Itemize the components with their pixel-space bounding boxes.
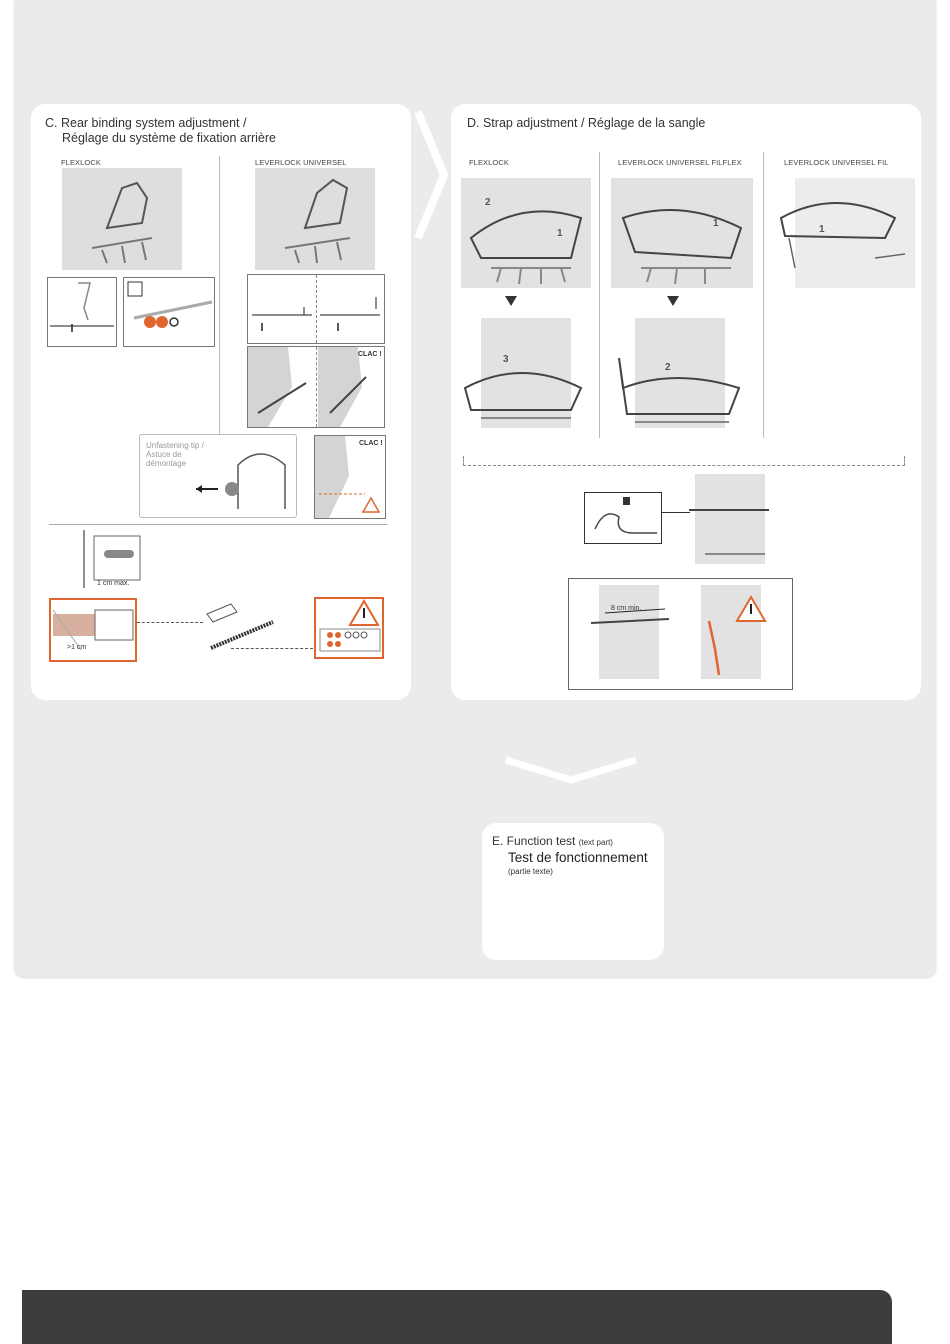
column-divider: [599, 152, 600, 438]
column-divider: [763, 152, 764, 438]
filflex-strap-illustration: [611, 178, 753, 288]
step-number: 1: [819, 224, 825, 235]
section-e-title-en-text: E. Function test: [492, 834, 576, 848]
step-number: 1: [713, 218, 719, 229]
bar-length-illustration: [51, 600, 135, 660]
footer-bar: [22, 1290, 892, 1344]
section-c-title-fr: Réglage du système de fixation arrière: [62, 131, 277, 145]
section-e-title-en: [492, 834, 613, 848]
section-d-label-fil: LEVERLOCK UNIVERSEL FIL: [784, 158, 889, 167]
section-d-card: [451, 104, 921, 700]
tip-line-2: Astuce de: [146, 450, 182, 459]
flexlock-detail-1: [47, 277, 117, 347]
bar-holes-warning: [314, 597, 384, 659]
leverlock-detail-2: [247, 346, 385, 428]
step-number: 1: [557, 228, 563, 239]
filflex-strap-tightened-illustration: [615, 318, 749, 428]
triangle-down-icon: [505, 296, 517, 306]
chevron-down-icon: [502, 756, 640, 786]
section-divider: [49, 524, 387, 525]
section-d-label-filflex: LEVERLOCK UNIVERSEL FILFLEX: [618, 158, 742, 167]
leverlock-detail-1: [247, 274, 385, 344]
section-e-title-fr: Test de fonctionnement: [508, 850, 648, 865]
section-c-title-en: C. Rear binding system adjustment /: [45, 116, 247, 130]
clac-label: CLAC !: [359, 440, 383, 447]
front-bar-illustration: [76, 528, 141, 588]
lock-detail-box: [584, 492, 662, 544]
crampon-binding-illustration: [255, 168, 375, 270]
tip-line-3: démontage: [146, 459, 187, 468]
chevron-right-icon: [414, 110, 448, 240]
dashed-arrow: [231, 648, 313, 649]
section-e-title-fr-note: (partie texte): [508, 867, 553, 876]
buckle-on-boot-illustration: [685, 474, 775, 564]
adjustment-bolts-illustration: [124, 278, 214, 346]
fil-strap-illustration: [775, 178, 915, 288]
step-number: 2: [665, 362, 671, 373]
strap-length-illustration: [569, 579, 792, 689]
triangle-down-icon: [667, 296, 679, 306]
column-divider: [219, 156, 220, 438]
leverlock-detail-3: [314, 435, 386, 519]
measure-max: 1 cm max.: [97, 580, 130, 587]
section-e-title-en-note: (text part): [578, 838, 613, 847]
leverlock-binding-photo: [255, 168, 375, 270]
section-c-label-leverlock: LEVERLOCK UNIVERSEL: [255, 158, 347, 167]
section-d-title: D. Strap adjustment / Réglage de la sangle: [467, 116, 706, 130]
section-d-label-flexlock: FLEXLOCK: [469, 158, 509, 167]
flexlock-detail-2: [123, 277, 215, 347]
section-c-card: [31, 104, 411, 700]
bar-cut-illustration: [201, 598, 281, 654]
strap-length-box: [568, 578, 793, 690]
section-e-card: [482, 823, 664, 960]
crampon-binding-illustration: [62, 168, 182, 270]
unfastening-tip-box: [139, 434, 297, 518]
clac-label: CLAC !: [358, 351, 382, 358]
unfastening-tip-illustration: [140, 435, 296, 517]
lever-warning-illustration: [315, 436, 385, 518]
step-number: 2: [485, 197, 491, 208]
binding-lever-illustration: [48, 278, 116, 346]
flexlock-strap-tightened-illustration: [461, 318, 591, 428]
bar-holes-illustration: [316, 599, 382, 657]
flexlock-binding-photo: [62, 168, 182, 270]
buckle-illustration: [585, 493, 661, 543]
step-number: 3: [503, 354, 509, 365]
measure-min: >1 cm: [67, 644, 87, 651]
dashed-bracket: [463, 456, 905, 466]
measure-8cm: 8 cm min.: [611, 605, 642, 612]
tip-line-1: Unfastening tip /: [146, 441, 204, 450]
bar-minimum-warning: [49, 598, 137, 662]
section-c-label-flexlock: FLEXLOCK: [61, 158, 101, 167]
dashed-arrow: [137, 622, 203, 623]
flexlock-strap-illustration: [461, 178, 591, 288]
